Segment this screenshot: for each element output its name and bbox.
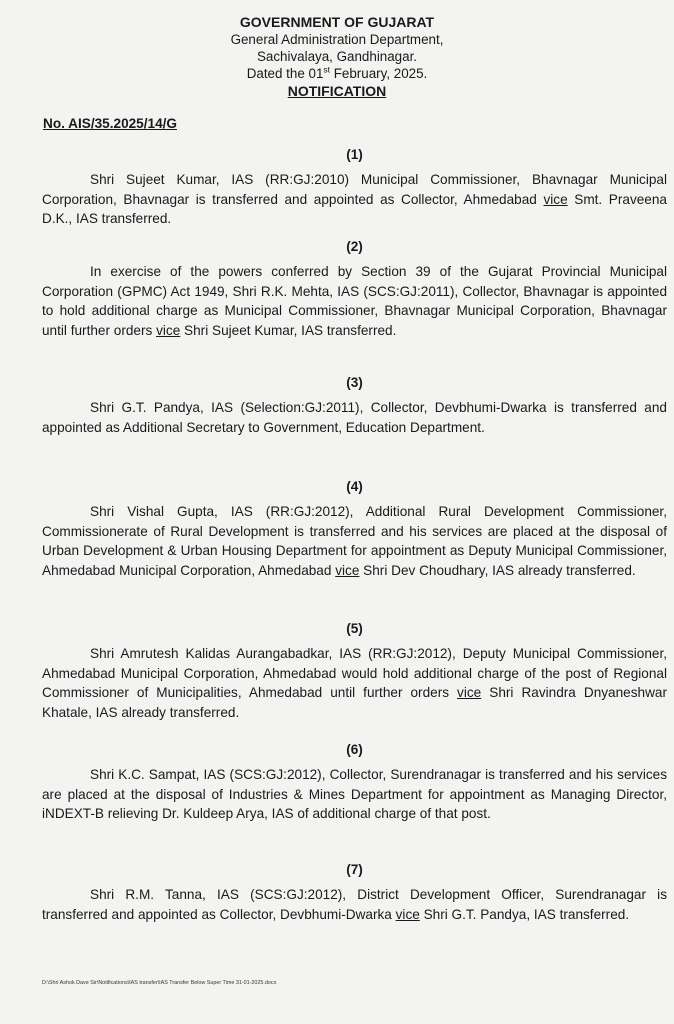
section-text [42, 644, 667, 722]
order-section-6 [42, 741, 667, 824]
notification-number: No. AIS/35.2025/14/G [43, 116, 177, 131]
section-number: (2) [346, 239, 363, 254]
section-number: (7) [346, 862, 363, 877]
text-part: Shri Dev Choudhary, IAS already transferred. [359, 562, 636, 578]
date-ordinal: st [323, 64, 331, 75]
department-name: General Administration Department, [230, 32, 444, 47]
date-suffix: February, 2025. [330, 66, 428, 81]
section-text [42, 765, 667, 824]
text-part: Shri Vishal Gupta, IAS (RR:GJ:2012), Additional Rural Development Commissioner, Commissionerate of Rural Development is transferred and his services are placed at the disposal of Urban Development & Urban Housing Department for appointment as Deputy Municipal Commissioner, Ahmedabad Municipal Corporation, Ahmedabad [42, 504, 667, 578]
vice-word: vice [457, 685, 482, 701]
text-part: Shri Ravindra Dnyaneshwar Khatale, IAS already transferred. [42, 685, 667, 720]
order-section-2 [42, 238, 667, 340]
vice-word: vice [543, 191, 568, 207]
section-text [42, 170, 667, 229]
section-text [42, 262, 667, 340]
section-number: (6) [346, 742, 363, 757]
order-section-5 [42, 620, 667, 722]
issue-date [0, 65, 674, 82]
office-address: Sachivalaya, Gandhinagar. [256, 49, 418, 64]
section-number: (3) [346, 375, 363, 390]
text-part: In exercise of the powers conferred by Section 39 of the Gujarat Provincial Municipal Corporation (GPMC) Act 1949, Shri R.K. Mehta, IAS (SCS:GJ:2011), Collector, Bhavnagar is appointed to hold additional charge as Municipal Commissioner, Bhavnagar Municipal Corporation, Bhavnagar until further orders [42, 264, 667, 338]
government-title: GOVERNMENT OF GUJARAT [239, 14, 435, 30]
file-path-footer: D:\Shri Ashok Dave Sir\Notifications\IAS transfer\IAS Transfer Below Super Time 31-01-2025.docx [42, 980, 277, 986]
order-section-7 [42, 861, 667, 924]
vice-word: vice [335, 562, 360, 578]
text-part: Shri Amrutesh Kalidas Aurangabadkar, IAS (RR:GJ:2012), Deputy Municipal Commissioner, Ahmedabad Municipal Corporation, Ahmedabad would hold additional charge of the post of Regional Commissioner of Municipalities, Ahmedabad until further orders [42, 646, 667, 701]
text-part: Shri G.T. Pandya, IAS transferred. [419, 906, 630, 922]
section-number: (1) [346, 147, 363, 162]
section-number: (4) [346, 479, 363, 494]
order-section-4 [42, 478, 667, 580]
section-text [42, 885, 667, 924]
section-number: (5) [346, 621, 363, 636]
section-text [42, 398, 667, 437]
order-section-3 [42, 374, 667, 437]
vice-word: vice [395, 906, 420, 922]
text-part: Shri K.C. Sampat, IAS (SCS:GJ:2012), Collector, Surendranagar is transferred and his services are placed at the disposal of Industries & Mines Department for appointment as Managing Director, iNDEXT-B relieving Dr. Kuldeep Arya, IAS of additional charge of that post. [42, 767, 667, 822]
vice-word: vice [156, 322, 181, 338]
date-prefix: Dated the 01 [246, 66, 324, 81]
notification-heading: NOTIFICATION [287, 83, 387, 99]
text-part: Shri Sujeet Kumar, IAS transferred. [180, 322, 397, 338]
text-part: Smt. Praveena D.K., IAS transferred. [42, 191, 667, 227]
text-part: Shri Sujeet Kumar, IAS (RR:GJ:2010) Municipal Commissioner, Bhavnagar Municipal Corporation, Bhavnagar is transferred and appointed as Collector, Ahmedabad [42, 172, 667, 207]
text-part: Shri G.T. Pandya, IAS (Selection:GJ:2011), Collector, Devbhumi-Dwarka is transferred and appointed as Additional Secretary to Government, Education Department. [42, 400, 667, 435]
section-text [42, 502, 667, 580]
order-section-1 [42, 146, 667, 229]
text-part: Shri R.M. Tanna, IAS (SCS:GJ:2012), District Development Officer, Surendranagar is transferred and appointed as Collector, Devbhumi-Dwarka [42, 887, 667, 922]
letterhead [0, 14, 674, 100]
